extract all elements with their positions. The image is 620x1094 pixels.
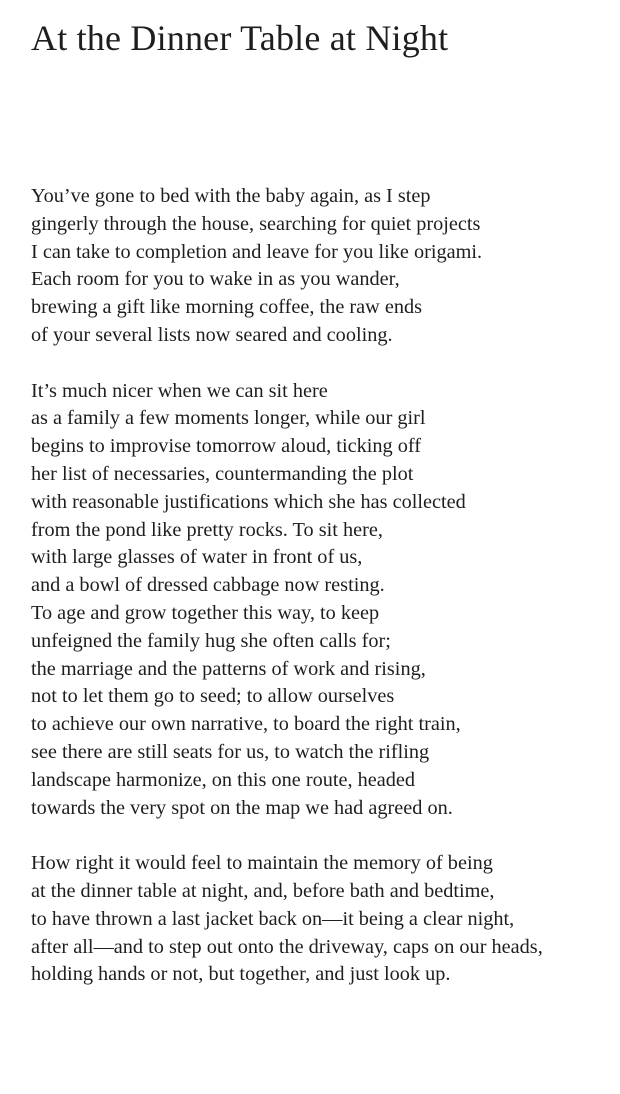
- poem-line: landscape harmonize, on this one route, headed: [31, 768, 416, 791]
- poem-line: not to let them go to seed; to allow ourselves: [31, 685, 395, 708]
- poem-line: begins to improvise tomorrow aloud, ticking off: [31, 435, 421, 458]
- poem-title: At the Dinner Table at Night: [31, 18, 449, 58]
- poem-stanza: [31, 850, 611, 989]
- poem-body: [31, 183, 611, 1017]
- poem-stanza: [31, 378, 611, 823]
- poem-line: gingerly through the house, searching for quiet projects: [31, 212, 481, 235]
- poem-line: unfeigned the family hug she often calls for;: [31, 629, 391, 652]
- poem-line: as a family a few moments longer, while our girl: [31, 407, 426, 430]
- poem-line: and a bowl of dressed cabbage now resting.: [31, 574, 385, 597]
- poem-line: holding hands or not, but together, and just look up.: [31, 963, 451, 986]
- poem-line: see there are still seats for us, to watch the rifling: [31, 740, 430, 763]
- poem-stanza: [31, 183, 611, 350]
- poem-line: to have thrown a last jacket back on—it being a clear night,: [31, 907, 515, 930]
- poem-line: towards the very spot on the map we had agreed on.: [31, 796, 453, 819]
- poem-line: at the dinner table at night, and, before bath and bedtime,: [31, 879, 495, 902]
- poem-line: I can take to completion and leave for you like origami.: [31, 240, 483, 263]
- poem-line: to achieve our own narrative, to board the right train,: [31, 713, 461, 736]
- poem-line: How right it would feel to maintain the memory of being: [31, 852, 493, 875]
- poem-line: To age and grow together this way, to keep: [31, 601, 380, 624]
- poem-line: of your several lists now seared and cooling.: [31, 323, 393, 346]
- poem-line: with reasonable justifications which she has collected: [31, 490, 466, 513]
- poem-line: brewing a gift like morning coffee, the raw ends: [31, 296, 423, 319]
- poem-line: Each room for you to wake in as you wander,: [31, 268, 400, 291]
- poem-line: the marriage and the patterns of work and rising,: [31, 657, 426, 680]
- poem-line: from the pond like pretty rocks. To sit here,: [31, 518, 383, 541]
- poem-line: It’s much nicer when we can sit here: [31, 379, 328, 402]
- poem-line: her list of necessaries, countermanding the plot: [31, 462, 414, 485]
- poem-line: You’ve gone to bed with the baby again, as I step: [31, 185, 431, 207]
- poem-line: after all—and to step out onto the driveway, caps on our heads,: [31, 935, 543, 958]
- poem-line: with large glasses of water in front of us,: [31, 546, 363, 569]
